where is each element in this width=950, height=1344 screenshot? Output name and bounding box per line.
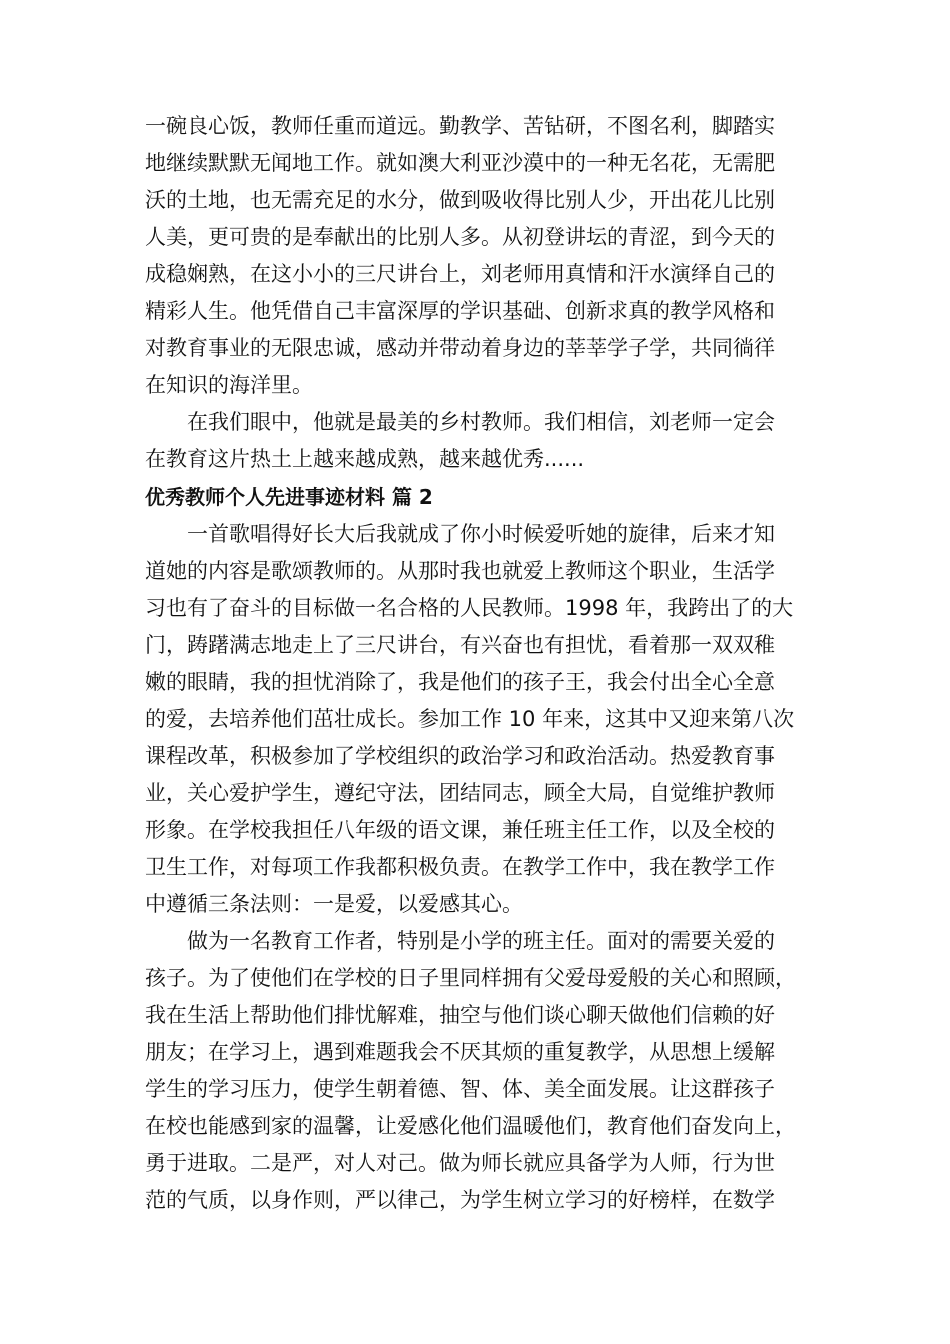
text-line: 在知识的海洋里。 — [145, 373, 313, 397]
text-line: 在教育这片热土上越来越成熟，越来越优秀...... — [145, 447, 585, 471]
document-body — [145, 108, 810, 1219]
text-line: 地继续默默无闻地工作。就如澳大利亚沙漠中的一种无名花，无需肥 — [145, 151, 775, 175]
text-line: 成稳娴熟，在这小小的三尺讲台上，刘老师用真情和汗水演绎自己的 — [145, 262, 775, 286]
text-line: 人美，更可贵的是奉献出的比别人多。从初登讲坛的青涩，到今天的 — [145, 225, 775, 249]
text-line: 形象。在学校我担任八年级的语文课，兼任班主任工作，以及全校的 — [145, 818, 775, 842]
text-line: 业，关心爱护学生，遵纪守法，团结同志，顾全大局，自觉维护教师 — [145, 781, 775, 805]
text-line: 卫生工作，对每项工作我都积极负责。在教学工作中，我在教学工作 — [145, 855, 775, 879]
text-line: 沃的土地，也无需充足的水分，做到吸收得比别人少，开出花儿比别 — [145, 188, 775, 212]
text-line: 课程改革，积极参加了学校组织的政治学习和政治活动。热爱教育事 — [145, 744, 775, 768]
text-line: 中遵循三条法则：一是爱，以爱感其心。 — [145, 892, 523, 916]
text-line: 道她的内容是歌颂教师的。从那时我也就爱上教师这个职业，生活学 — [145, 559, 775, 583]
text-line: 门，踌躇满志地走上了三尺讲台，有兴奋也有担忧，看着那一双双稚 — [145, 633, 775, 657]
text-line: 对教育事业的无限忠诚，感动并带动着身边的莘莘学子学，共同徜徉 — [145, 336, 775, 360]
text-line: 一碗良心饭，教师任重而道远。勤教学、苦钻研，不图名利，脚踏实 — [145, 114, 775, 138]
text-line: 范的气质，以身作则，严以律己，为学生树立学习的好榜样，在数学 — [145, 1188, 775, 1212]
paragraph — [145, 923, 810, 1219]
text-line: 嫩的眼睛，我的担忧消除了，我是他们的孩子王，我会付出全心全意 — [145, 670, 775, 694]
section-heading: 优秀教师个人先进事迹材料 篇 2 — [145, 485, 433, 509]
text-line: 孩子。为了使他们在学校的日子里同样拥有父爱母爱般的关心和照顾， — [145, 966, 796, 990]
text-line: 朋友；在学习上，遇到难题我会不厌其烦的重复教学，从思想上缓解 — [145, 1040, 775, 1064]
text-line: 在我们眼中，他就是最美的乡村教师。我们相信，刘老师一定会 — [187, 410, 775, 434]
paragraph-continuation — [145, 108, 810, 404]
paragraph — [145, 404, 810, 478]
text-line: 精彩人生。他凭借自己丰富深厚的学识基础、创新求真的教学风格和 — [145, 299, 775, 323]
text-line: 在校也能感到家的温馨，让爱感化他们温暖他们，教育他们奋发向上， — [145, 1114, 796, 1138]
text-line: 勇于进取。二是严，对人对己。做为师长就应具备学为人师，行为世 — [145, 1151, 775, 1175]
paragraph — [145, 516, 810, 923]
text-line: 的爱，去培养他们茁壮成长。参加工作 10 年来，这其中又迎来第八次 — [145, 707, 795, 731]
text-line: 做为一名教育工作者，特别是小学的班主任。面对的需要关爱的 — [187, 929, 775, 953]
text-line: 习也有了奋斗的目标做一名合格的人民教师。1998 年，我跨出了的大 — [145, 596, 794, 620]
text-line: 我在生活上帮助他们排忧解难，抽空与他们谈心聊天做他们信赖的好 — [145, 1003, 775, 1027]
text-line: 一首歌唱得好长大后我就成了你小时候爱听她的旋律，后来才知 — [187, 522, 775, 546]
text-line: 学生的学习压力，使学生朝着德、智、体、美全面发展。让这群孩子 — [145, 1077, 775, 1101]
